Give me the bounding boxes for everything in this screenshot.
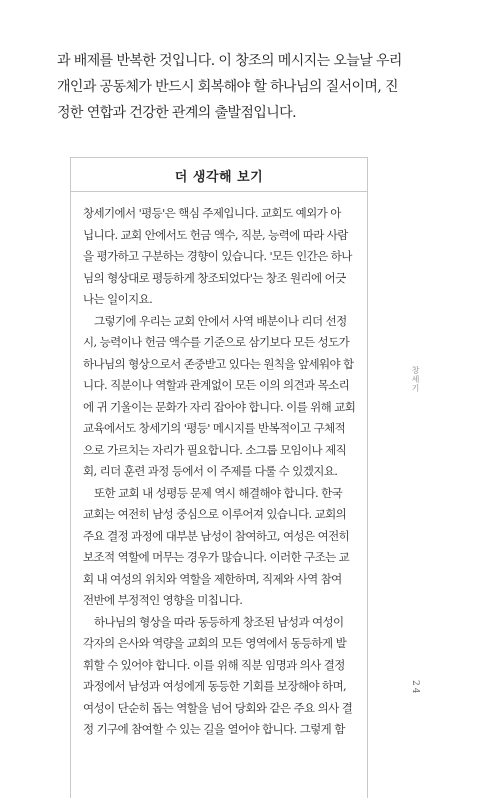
body-line: 시, 능력이나 헌금 액수를 기준으로 삼기보다 모든 성도가 (83, 335, 350, 349)
body-line: 으로 가르치는 자리가 필요합니다. 소그룹 모임이나 제직 (83, 442, 347, 457)
box-title: 더 생각해 보기 (174, 170, 264, 185)
intro-line: 정한 연합과 건강한 관계의 출발점입니다. (57, 105, 296, 121)
box-divider (71, 191, 367, 192)
body-line: 전반에 부정적인 영향을 미칩니다. (83, 593, 243, 607)
page-number: 24 (410, 680, 420, 696)
body-line: 하나님의 형상을 따라 동등하게 창조된 남성과 여성이 (94, 614, 344, 629)
body-line: 에 귀 기울이는 문화가 자리 잡아야 합니다. 이를 위해 교회 (83, 399, 356, 414)
intro-line: 과 배제를 반복한 것입니다. 이 창조의 메시지는 오늘날 우리 (57, 53, 402, 69)
body-line: 정 기구에 참여할 수 있는 길을 열어야 합니다. 그렇게 함 (83, 722, 345, 736)
body-line: 과정에서 남성과 여성에게 동등한 기회를 보장해야 하며, (83, 679, 347, 693)
body-line: 님의 형상대로 평등하게 창조되었다'는 창조 원리에 어긋 (83, 270, 346, 285)
box-body (83, 203, 363, 741)
body-line: 교육에서도 창세기의 '평등' 메시지를 반복적이고 구체적 (83, 421, 346, 435)
body-line: 각자의 은사와 역량을 교회의 모든 영역에서 동등하게 발 (83, 636, 347, 650)
body-line: 나는 일이지요. (83, 292, 153, 306)
body-line: 을 평가하고 구분하는 경향이 있습니다. '모든 인간은 하나 (83, 249, 352, 263)
body-line: 교회는 여전히 남성 중심으로 이루어져 있습니다. 교회의 (83, 507, 347, 521)
body-line: 또한 교회 내 성평등 문제 역시 해결해야 합니다. 한국 (94, 485, 343, 500)
body-line: 주요 결정 과정에 대부분 남성이 참여하고, 여성은 여전히 (83, 528, 350, 543)
body-line: 여성이 단순히 돕는 역할을 넘어 당회와 같은 주요 의사 결 (83, 700, 353, 715)
body-line: 휘할 수 있어야 합니다. 이를 위해 직분 임명과 의사 결정 (83, 657, 345, 672)
intro-paragraph (57, 48, 457, 126)
body-line: 니다. 직분이나 역할과 관계없이 모든 이의 의견과 목소리 (83, 378, 350, 392)
body-line: 닙니다. 교회 안에서도 헌금 액수, 직분, 능력에 따라 사람 (83, 227, 348, 242)
body-line: 하나님의 형상으로서 존중받고 있다는 원칙을 앞세워야 합 (83, 356, 354, 371)
reflection-box (70, 157, 368, 798)
body-line: 회 내 여성의 위치와 역할을 제한하며, 직제와 사역 참여 (83, 571, 342, 586)
body-line: 그렇기에 우리는 교회 안에서 사역 배분이나 리더 선정 (94, 313, 347, 328)
body-line: 창세기에서 '평등'은 핵심 주제입니다. 교회도 예외가 아 (83, 206, 341, 220)
intro-line: 개인과 공동체가 반드시 회복해야 할 하나님의 질서이며, 진 (57, 79, 398, 95)
body-line: 보조적 역할에 머무는 경우가 많습니다. 이러한 구조는 교 (83, 550, 350, 564)
running-head: 창세기 (411, 366, 420, 393)
body-line: 회, 리더 훈련 과정 등에서 이 주제를 다룰 수 있겠지요. (83, 464, 338, 478)
